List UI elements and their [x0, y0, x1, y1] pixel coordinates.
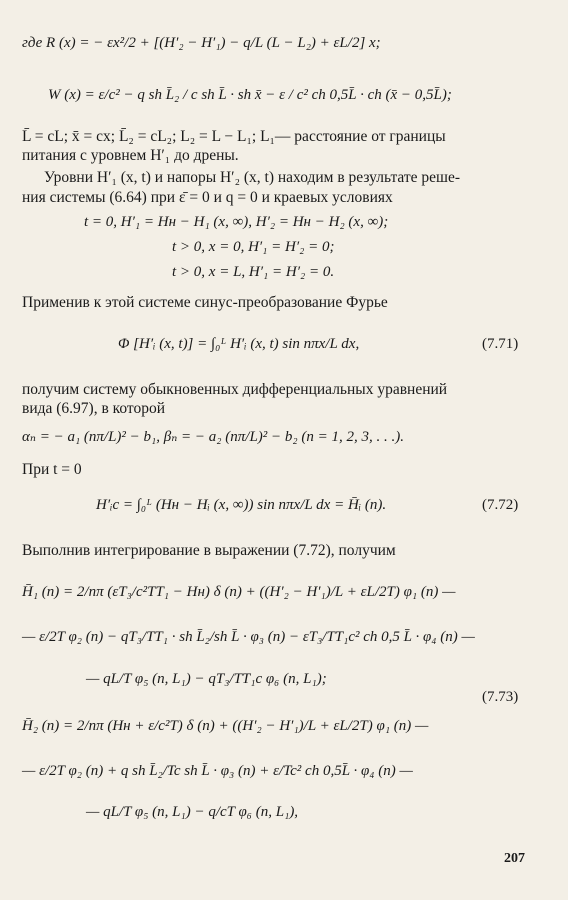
equation-h1-line1: H̄₁ (n) = 2/nπ (εT₃/c²TT₁ − Hн) δ (n) + ((H′₂ − H′₁)/L + εL/2T) φ₁ (n) —: [22, 584, 456, 600]
boundary-condition-3: t > 0, x = L, H′₁ = H′₂ = 0.: [172, 264, 335, 280]
paragraph-ode-line1: получим систему обыкновенных дифференциальных уравнений: [22, 381, 448, 398]
equation-7-71: Φ [H′ᵢ (x, t)] = ∫₀ᴸ H′ᵢ (x, t) sin nπx/L dx,: [118, 336, 360, 352]
equation-number-7-73: (7.73): [482, 689, 519, 705]
boundary-condition-1: t = 0, H′₁ = Hн − H₁ (x, ∞), H′₂ = Hн − H₂ (x, ∞);: [84, 214, 389, 230]
text-line-w-definition: W (x) = ε/c² − q sh L̄₂ / c sh L̄ · sh x̄ − ε / c² ch 0,5L̄ · ch (x̄ − 0,5L̄);: [48, 87, 452, 103]
boundary-condition-2: t > 0, x = 0, H′₁ = H′₂ = 0;: [172, 239, 335, 255]
equation-h2-line1: H̄₂ (n) = 2/nπ (Hн + ε/c²T) δ (n) + ((H′₂ − H′₁)/L + εL/2T) φ₁ (n) —: [22, 718, 429, 734]
paragraph-integration: Выполнив интегрирование в выражении (7.72), получим: [22, 542, 396, 559]
equation-h2-line3: — qL/T φ₅ (n, L₁) − q/cT φ₆ (n, L₁),: [86, 804, 299, 820]
paragraph-levels-line2: ния системы (6.64) при ε̄ = 0 и q = 0 и краевых условиях: [22, 189, 393, 206]
text-line-notation-cont: питания с уровнем H′₁ до дрены.: [22, 147, 239, 164]
equation-number-7-71: (7.71): [482, 336, 519, 352]
paragraph-levels-line1: Уровни H′₁ (x, t) и напоры H′₂ (x, t) находим в результате реше-: [44, 169, 461, 186]
equation-h1-line2: — ε/2T φ₂ (n) − qT₃/TT₁ · sh L̄₂/sh L̄ · φ₃ (n) − εT₃/TT₁c² ch 0,5 L̄ · φ₄ (n) —: [22, 629, 475, 645]
text-line-at-t0: При t = 0: [22, 461, 82, 478]
equation-alpha-beta: αₙ = − a₁ (nπ/L)² − b₁, βₙ = − a₂ (nπ/L)² − b₂ (n = 1, 2, 3, . . .).: [22, 429, 404, 445]
text-line-r-definition: где R (x) = − εx²/2 + [(H′₂ − H′₁) − q/L (L − L₂) + εL/2] x;: [22, 35, 381, 51]
equation-number-7-72: (7.72): [482, 497, 519, 513]
equation-h2-line2: — ε/2T φ₂ (n) + q sh L̄₂/Tc sh L̄ · φ₃ (n) + ε/Tc² ch 0,5L̄ · φ₄ (n) —: [22, 763, 413, 779]
page-number: 207: [504, 851, 525, 866]
paragraph-fourier: Применив к этой системе синус-преобразование Фурье: [22, 294, 388, 311]
equation-7-72: H′ᵢc = ∫₀ᴸ (Hн − Hᵢ (x, ∞)) sin nπx/L dx = H̄ᵢ (n).: [96, 497, 387, 513]
text-line-notation: L̄ = cL; x̄ = cx; L̄₂ = cL₂; L₂ = L − L₁; L₁— расстояние от границы: [22, 128, 446, 145]
paragraph-ode-line2: вида (6.97), в которой: [22, 400, 166, 417]
equation-h1-line3: — qL/T φ₅ (n, L₁) − qT₃/TT₁c φ₆ (n, L₁);: [86, 671, 327, 687]
